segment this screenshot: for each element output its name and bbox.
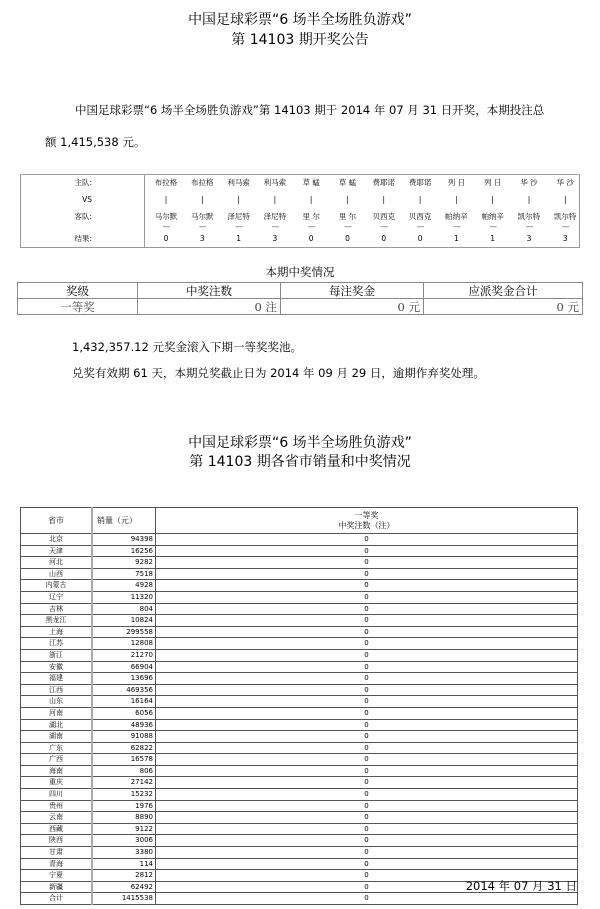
province-subtitle: 第 14103 期各省市销量和中奖情况 [189, 454, 411, 470]
province-wins: 0 [156, 754, 578, 766]
away-team: 帕纳辛 [445, 212, 468, 221]
province-row [21, 568, 578, 580]
match-games [144, 175, 579, 247]
match-result: 0 [308, 234, 314, 243]
province-sales: 15232 [92, 789, 156, 801]
match-result: 1 [490, 234, 496, 243]
province-sales: 62822 [92, 742, 156, 754]
province-table [20, 507, 578, 905]
province-row [21, 812, 578, 824]
province-row [21, 638, 578, 650]
province-name: 海南 [21, 765, 93, 777]
province-wins: 0 [156, 626, 578, 638]
away-team-label: 客队: [74, 212, 92, 221]
away-team: 里 尔 [338, 212, 357, 221]
province-sales: 16578 [92, 754, 156, 766]
home-team: 草 蜢 [338, 178, 357, 187]
vs-separator: | [201, 195, 204, 204]
away-team: 帕纳辛 [481, 212, 504, 221]
vs-label: VS [82, 195, 92, 204]
province-name: 陕西 [21, 835, 93, 847]
away-team: 泽尼特 [227, 212, 250, 221]
province-name: 河南 [21, 707, 93, 719]
prize-count: 0 注 [138, 299, 281, 315]
province-table-body [21, 534, 578, 905]
match-result: 3 [526, 234, 532, 243]
home-team: 费耶诺 [372, 178, 396, 187]
home-team: 布拉格 [154, 178, 178, 187]
province-row [21, 661, 578, 673]
province-sales: 12808 [92, 638, 156, 650]
province-wins: 0 [156, 881, 578, 893]
province-wins: 0 [156, 870, 578, 882]
match-game [184, 175, 220, 247]
away-team: 凯尔特 [517, 212, 541, 221]
province-row [21, 858, 578, 870]
province-wins: 0 [156, 696, 578, 708]
match-game [511, 175, 547, 247]
province-wins: 0 [156, 707, 578, 719]
province-name: 广西 [21, 754, 93, 766]
dash-line: ---- [162, 222, 170, 231]
province-row [21, 673, 578, 685]
province-row [21, 893, 578, 905]
province-row [21, 707, 578, 719]
away-team: 凯尔特 [554, 212, 577, 221]
province-sales: 2812 [92, 870, 156, 882]
home-team: 列 日 [447, 178, 466, 187]
province-wins: 0 [156, 812, 578, 824]
dash-line: ---- [525, 222, 533, 231]
province-sales: 1415538 [92, 893, 156, 905]
match-game [402, 175, 438, 247]
dash-line: ---- [489, 222, 497, 231]
province-wins: 0 [156, 545, 578, 557]
home-team: 列 日 [483, 178, 502, 187]
province-sales: 299558 [92, 626, 156, 638]
province-sales: 806 [92, 765, 156, 777]
prize-header-count: 中奖注数 [138, 283, 281, 299]
province-row [21, 789, 578, 801]
province-wins: 0 [156, 568, 578, 580]
vs-separator: | [309, 195, 313, 204]
away-team: 里 尔 [302, 212, 320, 221]
match-result: 0 [163, 234, 169, 243]
province-wins: 0 [156, 649, 578, 661]
province-wins: 0 [156, 789, 578, 801]
province-wins: 0 [156, 823, 578, 835]
match-game [438, 175, 474, 247]
province-row [21, 696, 578, 708]
validity-note: 兑奖有效期 61 天，本期兑奖截止日为 2014 年 09 月 29 日，逾期作弃奖处理。 [72, 366, 485, 380]
match-result: 0 [417, 234, 423, 243]
province-sales: 62492 [92, 881, 156, 893]
province-sales: 7518 [92, 568, 156, 580]
vs-separator: | [273, 195, 277, 204]
prize-header-level: 奖级 [18, 283, 138, 299]
province-wins: 0 [156, 661, 578, 673]
province-header-name: 省市 [21, 508, 93, 534]
province-sales: 94398 [92, 534, 156, 546]
province-wins: 0 [156, 534, 578, 546]
province-wins: 0 [156, 777, 578, 789]
away-team: 马尔默 [154, 212, 178, 221]
province-name: 青海 [21, 858, 93, 870]
vs-separator: | [491, 195, 494, 204]
footer-date: 2014 年 07 月 31 日 [465, 879, 577, 893]
province-name: 甘肃 [21, 847, 93, 859]
dash-line: ---- [380, 222, 388, 231]
province-row [21, 626, 578, 638]
province-sales: 6056 [92, 707, 156, 719]
province-row [21, 823, 578, 835]
province-wins: 0 [156, 603, 578, 615]
prize-per: 0 元 [281, 299, 424, 315]
province-sales: 3380 [92, 847, 156, 859]
province-row [21, 603, 578, 615]
province-name: 北京 [21, 534, 93, 546]
province-sales: 114 [92, 858, 156, 870]
province-sales: 4928 [92, 580, 156, 592]
province-header-prize-line2: 中奖注数（注） [338, 520, 395, 530]
province-sales: 11320 [92, 591, 156, 603]
vs-separator: | [164, 195, 168, 204]
province-wins: 0 [156, 742, 578, 754]
away-team: 贝西克 [408, 212, 432, 221]
away-team: 贝西克 [372, 212, 396, 221]
match-result: 0 [345, 234, 350, 243]
home-team: 费耶诺 [408, 178, 432, 187]
province-name: 山东 [21, 696, 93, 708]
result-label: 结果: [74, 234, 92, 243]
home-team: 布拉格 [191, 178, 214, 187]
prize-table [17, 282, 583, 315]
prize-row [18, 299, 583, 315]
vs-separator: | [418, 195, 422, 204]
province-wins: 0 [156, 591, 578, 603]
province-name: 浙江 [21, 649, 93, 661]
province-sales: 9122 [92, 823, 156, 835]
province-row [21, 835, 578, 847]
province-sales: 91088 [92, 731, 156, 743]
province-title: 中国足球彩票“6 场半全场胜负游戏” [188, 435, 412, 451]
province-name: 宁夏 [21, 870, 93, 882]
vs-separator: | [455, 195, 458, 204]
province-wins: 0 [156, 673, 578, 685]
home-team: 利马索 [227, 178, 250, 187]
vs-separator: | [382, 195, 386, 204]
province-row [21, 742, 578, 754]
vs-separator: | [564, 195, 567, 204]
province-name: 广东 [21, 742, 93, 754]
dash-line: ---- [416, 222, 424, 231]
province-header-prize-line1: 一等奖 [354, 510, 379, 520]
province-wins: 0 [156, 719, 578, 731]
dash-line: ---- [561, 222, 569, 231]
province-sales: 21270 [92, 649, 156, 661]
match-result: 1 [236, 234, 241, 243]
province-sales: 13696 [92, 673, 156, 685]
province-wins: 0 [156, 765, 578, 777]
province-name: 天津 [21, 545, 93, 557]
match-game [547, 175, 583, 247]
province-name: 合计 [21, 893, 93, 905]
province-sales: 48936 [92, 719, 156, 731]
away-team: 马尔默 [191, 212, 214, 221]
home-team: 华 沙 [556, 178, 574, 187]
province-header-prize [156, 508, 578, 534]
match-game [475, 175, 511, 247]
province-row [21, 765, 578, 777]
province-wins: 0 [156, 615, 578, 627]
prize-header-per: 每注奖金 [281, 283, 424, 299]
province-name: 福建 [21, 673, 93, 685]
province-sales: 804 [92, 603, 156, 615]
province-row [21, 719, 578, 731]
match-result: 3 [562, 234, 568, 243]
match-table [20, 174, 580, 248]
prize-section-title: 本期中奖情况 [265, 265, 335, 279]
province-row [21, 534, 578, 546]
prize-header-total: 应派奖金合计 [424, 283, 583, 299]
province-sales: 16164 [92, 696, 156, 708]
province-name: 江西 [21, 684, 93, 696]
dash-line: ---- [235, 222, 242, 231]
dash-line: ---- [271, 222, 279, 231]
province-name: 江苏 [21, 638, 93, 650]
province-wins: 0 [156, 893, 578, 905]
announcement-paragraph-line1: 中国足球彩票“6 场半全场胜负游戏”第 14103 期于 2014 年 07 月 31 日开奖，本期投注总 [75, 103, 545, 117]
province-wins: 0 [156, 847, 578, 859]
province-name: 新疆 [21, 881, 93, 893]
province-name: 安徽 [21, 661, 93, 673]
province-row [21, 754, 578, 766]
vs-separator: | [346, 195, 349, 204]
dash-line: ---- [198, 222, 206, 231]
province-header-row [21, 508, 578, 534]
match-labels [21, 175, 145, 247]
province-name: 河北 [21, 557, 93, 569]
province-sales: 9282 [92, 557, 156, 569]
province-row [21, 777, 578, 789]
province-row [21, 591, 578, 603]
province-row [21, 649, 578, 661]
province-row [21, 545, 578, 557]
dash-line: ---- [452, 222, 460, 231]
province-wins: 0 [156, 638, 578, 650]
prize-level: 一等奖 [18, 299, 138, 315]
home-team-label: 主队: [74, 178, 92, 187]
match-game [257, 175, 293, 247]
province-name: 内蒙古 [21, 580, 93, 592]
province-name: 云南 [21, 812, 93, 824]
match-result: 3 [272, 234, 278, 243]
province-sales: 16256 [92, 545, 156, 557]
vs-separator: | [527, 195, 531, 204]
province-row [21, 731, 578, 743]
province-name: 上海 [21, 626, 93, 638]
province-row [21, 557, 578, 569]
province-row [21, 847, 578, 859]
announcement-paragraph-line2: 额 1,415,538 元。 [45, 135, 146, 149]
province-wins: 0 [156, 557, 578, 569]
match-game [366, 175, 402, 247]
province-wins: 0 [156, 731, 578, 743]
vs-separator: | [237, 195, 240, 204]
province-sales: 66904 [92, 661, 156, 673]
province-name: 吉林 [21, 603, 93, 615]
province-name: 贵州 [21, 800, 93, 812]
province-wins: 0 [156, 835, 578, 847]
home-team: 利马索 [263, 178, 287, 187]
province-name: 四川 [21, 789, 93, 801]
announcement-subtitle: 第 14103 期开奖公告 [231, 32, 369, 48]
home-team: 草 蜢 [302, 178, 320, 187]
province-row [21, 615, 578, 627]
prize-total: 0 元 [424, 299, 583, 315]
province-name: 山西 [21, 568, 93, 580]
away-team: 泽尼特 [263, 212, 287, 221]
province-wins: 0 [156, 684, 578, 696]
match-result: 3 [199, 234, 205, 243]
match-game [293, 175, 329, 247]
province-sales: 3006 [92, 835, 156, 847]
province-wins: 0 [156, 580, 578, 592]
match-result: 0 [381, 234, 387, 243]
province-wins: 0 [156, 800, 578, 812]
province-sales: 10824 [92, 615, 156, 627]
rollover-note: 1,432,357.12 元奖金滚入下期一等奖奖池。 [72, 340, 302, 354]
province-header-sales: 销量（元） [92, 508, 156, 534]
province-name: 重庆 [21, 777, 93, 789]
dash-line: ---- [307, 222, 315, 231]
province-wins: 0 [156, 858, 578, 870]
province-sales: 469356 [92, 684, 156, 696]
province-row [21, 684, 578, 696]
province-name: 湖南 [21, 731, 93, 743]
province-name: 辽宁 [21, 591, 93, 603]
province-sales: 27142 [92, 777, 156, 789]
prize-header-row [18, 283, 583, 299]
match-result: 1 [454, 234, 459, 243]
match-game [221, 175, 257, 247]
dash-line: ---- [344, 222, 351, 231]
match-game [148, 175, 184, 247]
province-row [21, 580, 578, 592]
province-name: 西藏 [21, 823, 93, 835]
home-team: 华 沙 [520, 178, 538, 187]
province-name: 黑龙江 [21, 615, 93, 627]
announcement-title: 中国足球彩票“6 场半全场胜负游戏” [188, 12, 412, 28]
province-sales: 8890 [92, 812, 156, 824]
province-row [21, 800, 578, 812]
match-game [330, 175, 366, 247]
province-name: 湖北 [21, 719, 93, 731]
province-sales: 1976 [92, 800, 156, 812]
